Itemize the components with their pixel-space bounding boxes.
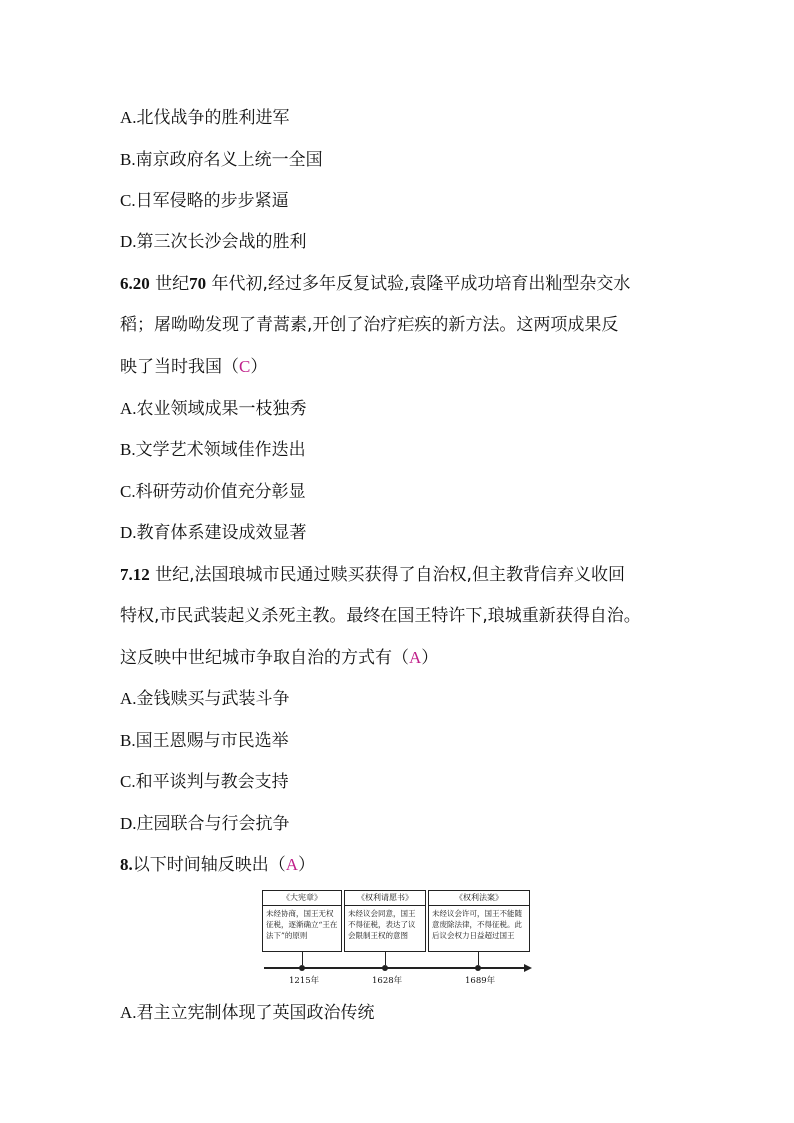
timeline-tick [302,952,303,965]
q8-answer: A [285,855,299,874]
timeline-tick [478,952,479,965]
q8-stem: 8.以下时间轴反映出（A） [120,855,316,875]
q6-option-a: A.农业领域成果一枝独秀 [120,399,307,419]
timeline-year-1628: 1628年 [372,976,403,986]
q6-option-b: B.文学艺术领域佳作迭出 [120,440,306,460]
q7-stem-line1: 7.12 世纪,法国琅城市民通过赎买获得了自治权,但主教背信弃义收回 [120,565,625,585]
timeline-dot [475,965,481,971]
q6-option-d: D.教育体系建设成效显著 [120,523,307,543]
q6-stem-line1: 6.20 世纪70 年代初,经过多年反复试验,袁隆平成功培育出籼型杂交水 [120,274,631,294]
timeline-box-magna-carta [262,890,342,952]
timeline-box-body: 未经议会同意，国王不得征税，表达了议会限制王权的意图 [348,909,416,940]
q8-option-a: A.君主立宪制体现了英国政治传统 [120,1003,375,1023]
q5-option-d: D.第三次长沙会战的胜利 [120,232,307,252]
timeline-box-title: 《权利法案》 [429,891,529,906]
timeline-figure [262,890,532,988]
timeline-arrow-icon [524,964,532,972]
q7-option-c: C.和平谈判与教会支持 [120,772,289,792]
q7-option-b: B.国王恩赐与市民选举 [120,731,289,751]
q5-option-b: B.南京政府名义上统一全国 [120,150,323,170]
q6-option-c: C.科研劳动价值充分彰显 [120,482,306,502]
timeline-dot [382,965,388,971]
q5-option-c: C.日军侵略的步步紧逼 [120,191,289,211]
timeline-box-bill-of-rights [428,890,530,952]
q7-option-d: D.庄园联合与行会抗争 [120,814,290,834]
q6-answer: C [239,357,251,376]
q7-answer: A [409,648,422,667]
timeline-box-title: 《大宪章》 [263,891,341,906]
q7-option-a: A.金钱赎买与武装斗争 [120,689,290,709]
timeline-dot [299,965,305,971]
q7-stem-line3: 这反映中世纪城市争取自治的方式有（A） [120,648,439,668]
timeline-year-1689: 1689年 [465,976,496,986]
timeline-tick [385,952,386,965]
q6-stem-line2: 稻；屠呦呦发现了青蒿素,开创了治疗疟疾的新方法。这两项成果反 [120,315,619,335]
timeline-box-petition-of-right [344,890,426,952]
q5-option-a: A.北伐战争的胜利进军 [120,108,290,128]
timeline-box-body: 未经议会许可，国王不能随意废除法律，不得征税。此后议会权力日益超过国王 [432,909,522,940]
q7-stem-line2: 特权,市民武装起义杀死主教。最终在国王特许下,琅城重新获得自治。 [120,606,641,626]
timeline-box-title: 《权利请愿书》 [345,891,425,906]
q6-stem-line3: 映了当时我国（C） [120,357,268,377]
timeline-year-1215: 1215年 [289,976,320,986]
timeline-box-body: 未经协商，国王无权征税，逐渐确立“王在法下”的原则 [266,909,338,940]
